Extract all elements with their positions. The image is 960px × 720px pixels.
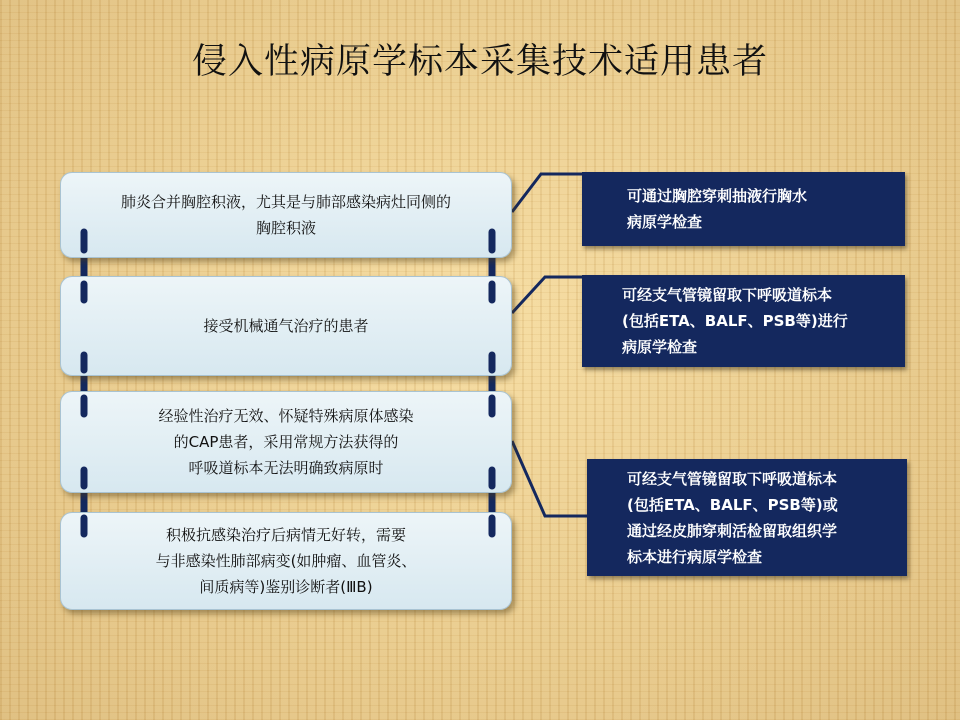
technique-box-1 — [582, 172, 905, 246]
patient-text-2: 接受机械通气治疗的患者 — [203, 317, 369, 335]
patient-box-4 — [60, 512, 512, 610]
patient-text-1: 肺炎合并胸腔积液，尤其是与肺部感染病灶同侧的 胸腔积液 — [120, 193, 451, 237]
connector-3 — [512, 441, 587, 516]
patient-text-3: 经验性治疗无效、怀疑特殊病原体感染 的CAP患者，采用常规方法获得的 呼吸道标本无法明确致病原时 — [158, 407, 414, 477]
patient-box-3 — [60, 391, 512, 493]
patient-text-4: 积极抗感染治疗后病情无好转，需要 与非感染性肺部病变(如肿瘤、血管炎、 间质病等)鉴别诊断者(ⅢB) — [155, 526, 417, 596]
slide-title: 侵入性病原学标本采集技术适用患者 — [191, 42, 768, 82]
connector-2 — [512, 277, 582, 313]
technique-box-3 — [587, 459, 907, 576]
technique-text-3: 可经支气管镜留取下呼吸道标本 (包括ETA、BALF、PSB等)或 通过经皮肺穿刺活检留取组织学 标本进行病原学检查 — [627, 469, 838, 566]
connector-1 — [512, 174, 582, 212]
technique-text-1: 可通过胸腔穿刺抽液行胸水 病原学检查 — [627, 187, 808, 231]
patient-box-1 — [60, 172, 512, 258]
technique-text-2: 可经支气管镜留取下呼吸道标本 (包括ETA、BALF、PSB等)进行 病原学检查 — [622, 286, 848, 356]
patient-box-2 — [60, 276, 512, 376]
technique-box-2 — [582, 275, 905, 367]
